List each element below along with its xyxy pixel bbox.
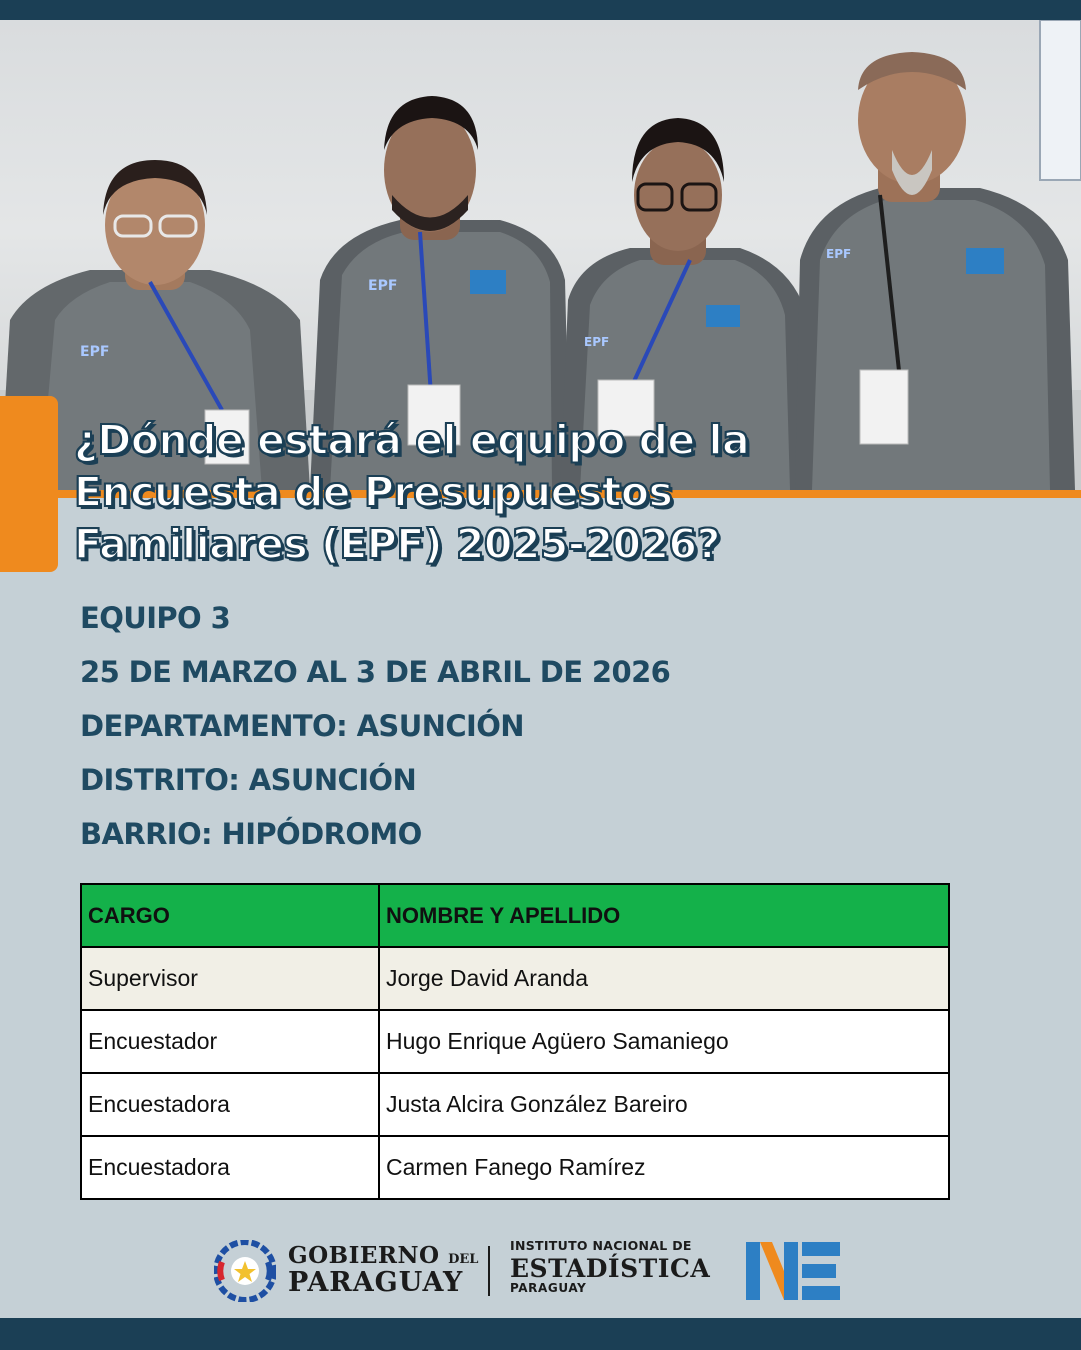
- gobierno-line-2: PARAGUAY: [288, 1267, 464, 1298]
- cell-nombre: Carmen Fanego Ramírez: [379, 1136, 949, 1199]
- cell-cargo: Encuestadora: [81, 1073, 379, 1136]
- team-info: [80, 596, 980, 866]
- vest-label-4: EPF: [826, 247, 852, 261]
- table-row: [81, 1136, 949, 1199]
- bottom-bar: [0, 1318, 1081, 1350]
- header-nombre: NOMBRE Y APELLIDO: [379, 884, 949, 947]
- date-range: 25 DE MARZO AL 3 DE ABRIL DE 2026: [80, 655, 671, 689]
- cell-nombre: Hugo Enrique Agüero Samaniego: [379, 1010, 949, 1073]
- district: DISTRITO: ASUNCIÓN: [80, 763, 417, 797]
- team-number: EQUIPO 3: [80, 601, 231, 635]
- team-table: [80, 883, 950, 1200]
- cell-nombre: Jorge David Aranda: [379, 947, 949, 1010]
- department: DEPARTAMENTO: ASUNCIÓN: [80, 709, 524, 743]
- table-row: [81, 1073, 949, 1136]
- vest-label-2: EPF: [368, 278, 398, 294]
- title-line-2: Encuesta de Presupuestos: [74, 468, 673, 516]
- cell-cargo: Supervisor: [81, 947, 379, 1010]
- gobierno-line-1: GOBIERNO: [288, 1242, 440, 1269]
- cell-nombre: Justa Alcira González Bareiro: [379, 1073, 949, 1136]
- table-row: [81, 947, 949, 1010]
- vest-label-3: EPF: [584, 335, 610, 349]
- table-row: [81, 1010, 949, 1073]
- cell-cargo: Encuestador: [81, 1010, 379, 1073]
- ine-line-2: ESTADÍSTICA: [510, 1253, 711, 1283]
- title-line-3: Familiares (EPF) 2025-2026?: [74, 520, 720, 568]
- footer-logos: [0, 1232, 1081, 1308]
- orange-accent-tab: [0, 396, 58, 572]
- wall-panel: [1040, 20, 1081, 180]
- gobierno-seal-icon: [214, 1240, 276, 1302]
- logo-divider: [488, 1246, 490, 1296]
- ine-line-1: INSTITUTO NACIONAL DE: [510, 1238, 692, 1253]
- vest-label-1: EPF: [80, 344, 110, 360]
- ine-line-3: PARAGUAY: [510, 1280, 587, 1295]
- gobierno-del: DEL: [448, 1252, 479, 1267]
- ine-logo-icon: [746, 1242, 840, 1300]
- ine-wordmark: [510, 1240, 710, 1294]
- title-line-1: ¿Dónde estará el equipo de la: [74, 416, 750, 464]
- table-header-row: [81, 884, 949, 947]
- gobierno-wordmark: [288, 1244, 478, 1296]
- neighborhood: BARRIO: HIPÓDROMO: [80, 817, 422, 851]
- header-cargo: CARGO: [81, 884, 379, 947]
- page-title: [74, 414, 1034, 570]
- cell-cargo: Encuestadora: [81, 1136, 379, 1199]
- top-bar: [0, 0, 1081, 20]
